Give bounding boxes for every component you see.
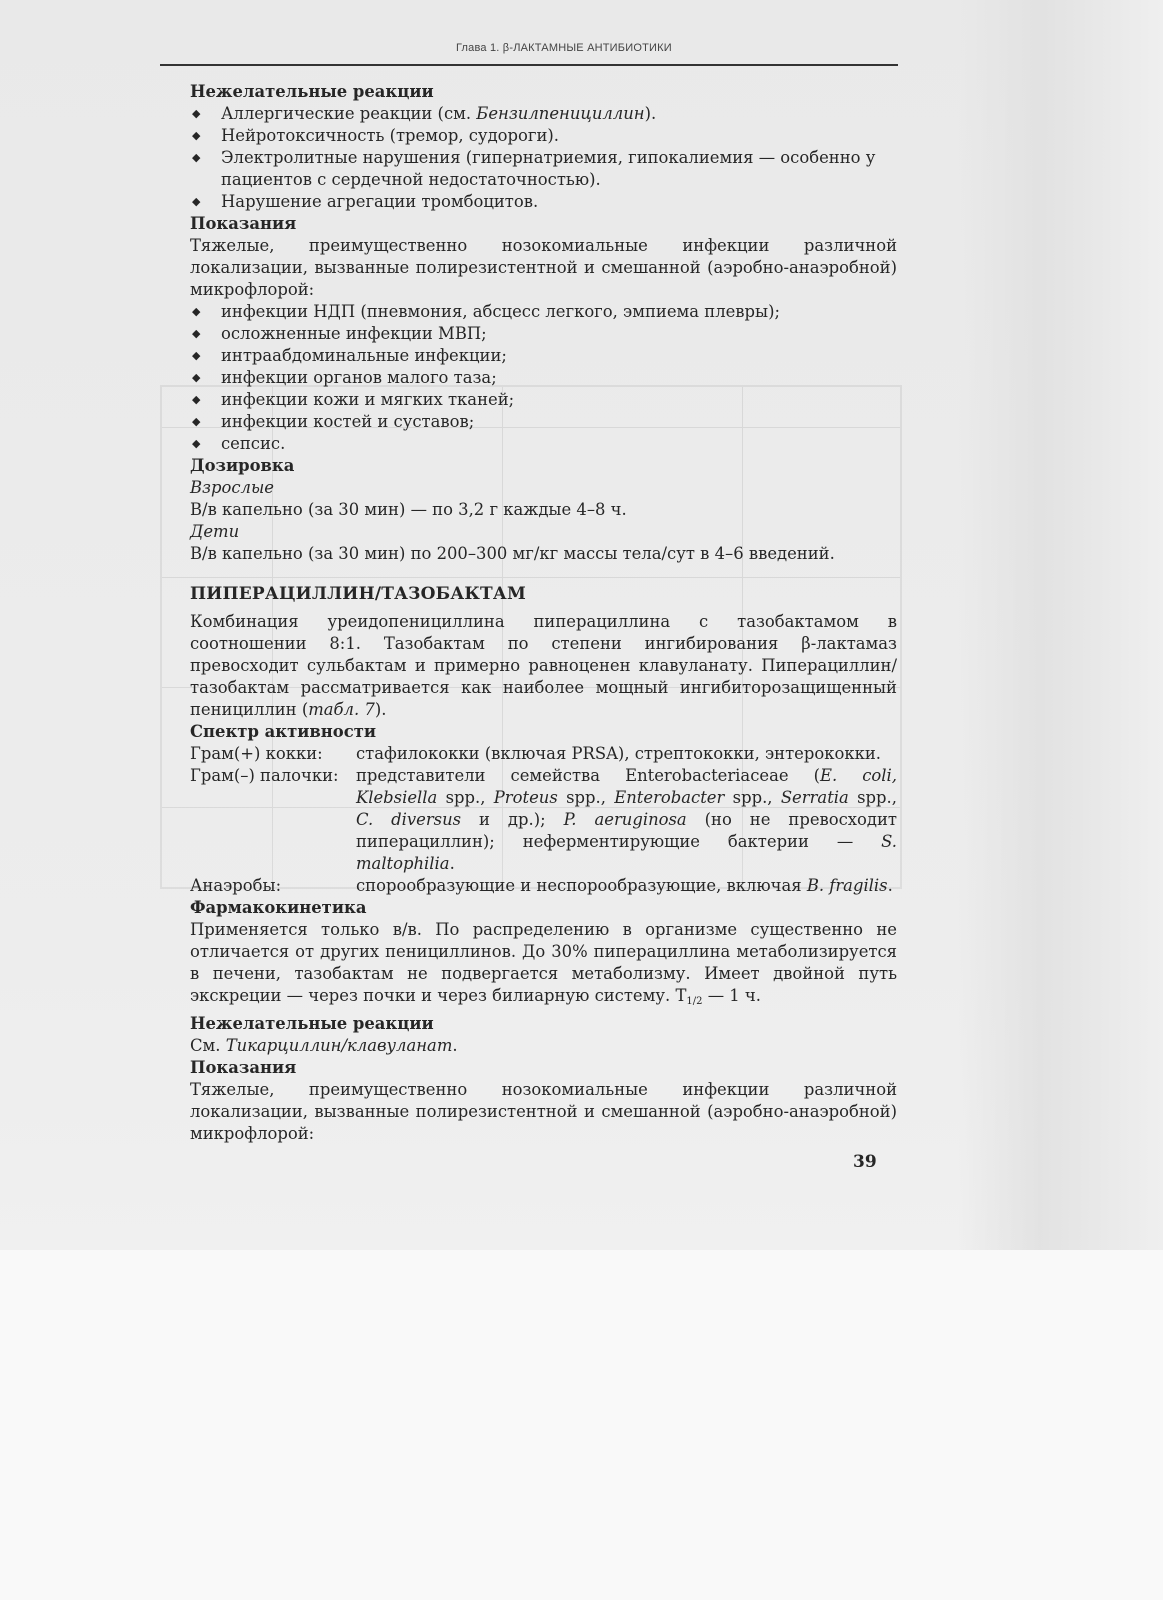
spectrum-label: Грам(+) кокки: [190, 744, 323, 763]
indications-2-text: Тяжелые, преимущественно нозокомиальные инфекции различной локализации, вызванные полирезистентной и смешанной (аэробно-анаэробной) микрофлорой: [190, 1080, 897, 1143]
adverse-reactions-list [190, 103, 897, 213]
dosage-children-label: Дети [190, 522, 240, 541]
list-item: ◆ осложненные инфекции МВП; [192, 324, 487, 343]
bullet-icon: ◆ [192, 415, 201, 428]
scan-shadow [958, 0, 1163, 1250]
bullet-icon: ◆ [192, 195, 201, 208]
bullet-icon: ◆ [192, 107, 201, 120]
pharmacokinetics-heading: Фармакокинетика [190, 898, 367, 917]
bullet-icon: ◆ [192, 371, 201, 384]
dosage-adults-text: В/в капельно (за 30 мин) — по 3,2 г каждые 4–8 ч. [190, 500, 627, 519]
spectrum-label: Анаэробы: [190, 876, 282, 895]
running-head [160, 40, 898, 66]
list-item: ◆ Электролитные нарушения (гипернатриемия, гипокалиемия — особенно у пациентов с сердечной недостаточностью). [192, 148, 876, 189]
dosage-heading: Дозировка [190, 456, 295, 475]
spectrum-table [190, 743, 897, 897]
scanner-bed [0, 1250, 1163, 1600]
bullet-icon: ◆ [192, 327, 201, 340]
list-item: ◆ инфекции костей и суставов; [192, 412, 475, 431]
section-intro: Комбинация уреидопенициллина пиперациллина с тазобактамом в соотношении 8:1. Тазобактам по степени ингибирования β-лактамаз превосходит сульбактам и примерно равноценен клавуланату. Пиперациллин/тазобактам рассматривается как наиболее мощный ингибиторозащищенный пенициллин (табл. 7). [190, 612, 897, 719]
spectrum-value: стафилококки (включая PRSA), стрептококки, энтерококки. [356, 744, 881, 763]
dosage-adults-label: Взрослые [190, 478, 275, 497]
list-item: ◆ Нейротоксичность (тремор, судороги). [192, 126, 560, 145]
indications-2-heading: Показания [190, 1058, 297, 1077]
list-item: ◆ интраабдоминальные инфекции; [192, 346, 507, 365]
list-item: ◆ Нарушение агрегации тромбоцитов. [192, 192, 539, 211]
bullet-icon: ◆ [192, 129, 201, 142]
indications-intro: Тяжелые, преимущественно нозокомиальные инфекции различной локализации, вызванные полирезистентной и смешанной (аэробно-анаэробной) микрофлорой: [190, 236, 897, 299]
indications-heading: Показания [190, 214, 297, 233]
section-title: ПИПЕРАЦИЛЛИН/ТАЗОБАКТАМ [190, 584, 526, 604]
spectrum-label: Грам(–) палочки: [190, 766, 339, 785]
adverse-reactions-heading: Нежелательные реакции [190, 82, 434, 101]
page-body [190, 81, 897, 1145]
spectrum-heading: Спектр активности [190, 722, 377, 741]
indications-list [190, 301, 897, 455]
bullet-icon: ◆ [192, 305, 201, 318]
pharmacokinetics-text: Применяется только в/в. По распределению в организме существенно не отличается от других пенициллинов. До 30% пиперациллина метаболизируется в печени, тазобактам не подвергается метаболизму. Имеет двойной путь экскреции — через почки и через билиарную систему. $T_{1/2}$ — 1 ч. [190, 920, 897, 1007]
list-item: ◆ инфекции органов малого таза; [192, 368, 497, 387]
bullet-icon: ◆ [192, 437, 201, 450]
bullet-icon: ◆ [192, 349, 201, 362]
adverse-reactions-2-text: См. Тикарциллин/клавуланат. [190, 1036, 458, 1055]
list-item: ◆ сепсис. [192, 434, 286, 453]
bullet-icon: ◆ [192, 393, 201, 406]
spectrum-value: представители семейства Enterobacteriaceae (E. coli, Klebsiella spp., Proteus spp., Enterobacter spp., Serratia spp., C. diversus и др.); P. aeruginosa (но не превосходит пиперациллин); неферментирующие бактерии — S. maltophilia. [356, 766, 897, 873]
list-item: ◆ инфекции НДП (пневмония, абсцесс легкого, эмпиема плевры); [192, 302, 780, 321]
adverse-reactions-2-heading: Нежелательные реакции [190, 1014, 434, 1033]
spectrum-value: спорообразующие и неспорообразующие, включая B. fragilis. [356, 876, 893, 895]
list-item: ◆ Аллергические реакции (см. Бензилпенициллин). [192, 104, 657, 123]
list-item: ◆ инфекции кожи и мягких тканей; [192, 390, 515, 409]
dosage-children-text: В/в капельно (за 30 мин) по 200–300 мг/кг массы тела/сут в 4–6 введений. [190, 544, 835, 563]
running-head-text: Глава 1. β-ЛАКТАМНЫЕ АНТИБИОТИКИ [456, 42, 672, 54]
bullet-icon: ◆ [192, 151, 201, 164]
page-number: 39 [853, 1152, 877, 1172]
